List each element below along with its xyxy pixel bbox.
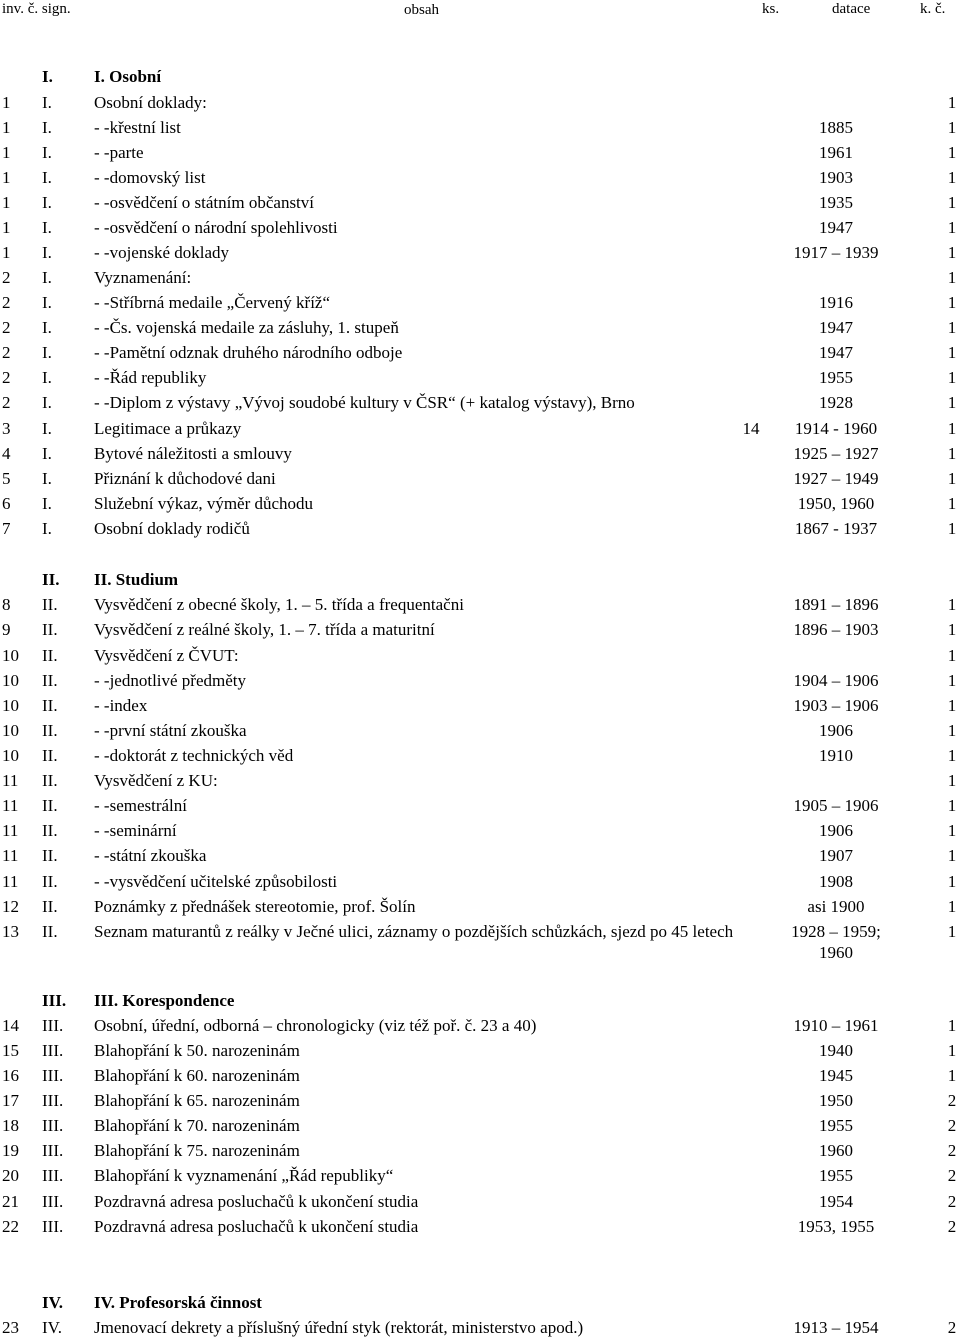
row-date: 1960: [819, 1141, 853, 1160]
row-number: 5: [2, 469, 11, 488]
row-signature: III.: [42, 1041, 64, 1060]
row-signature: II.: [42, 796, 58, 815]
row-count: 14: [742, 419, 760, 438]
row-number: 1: [2, 218, 11, 237]
row-content: Vysvědčení z obecné školy, 1. – 5. třída a frequentačni: [94, 595, 464, 614]
row-number: 2: [2, 293, 11, 312]
row-content: - -Čs. vojenská medaile za zásluhy, 1. stupeň: [94, 318, 399, 337]
row-content: - -Řád republiky: [94, 368, 207, 387]
row-content: Pozdravná adresa posluchačů k ukončení studia: [94, 1217, 419, 1236]
row-date: 1950: [819, 1091, 853, 1110]
row-signature: II.: [42, 570, 60, 589]
row-box-number: 1: [947, 143, 957, 162]
row-box-number: 1: [947, 897, 957, 916]
row-number: 1: [2, 193, 11, 212]
row-content: - -jednotlivé předměty: [94, 671, 247, 690]
row-signature: I.: [42, 368, 52, 387]
row-date: 1896 – 1903: [793, 620, 879, 639]
row-box-number: 1: [947, 93, 957, 112]
row-box-number: 1: [947, 1041, 957, 1060]
row-box-number: 1: [947, 494, 957, 513]
row-date: 1913 – 1954: [793, 1318, 879, 1337]
row-content: Vysvědčení z ČVUT:: [94, 646, 239, 665]
row-signature: I.: [42, 93, 52, 112]
row-content: - -Pamětní odznak druhého národního odboje: [94, 343, 403, 362]
row-content: Blahopřání k 60. narozeninám: [94, 1066, 300, 1085]
row-number: 1: [2, 93, 11, 112]
row-content: Vyznamenání:: [94, 268, 192, 287]
row-box-number: 2: [947, 1141, 957, 1160]
row-signature: I.: [42, 67, 53, 86]
row-content: III. Korespondence: [94, 991, 235, 1010]
row-date: 1910 – 1961: [793, 1016, 879, 1035]
row-signature: II.: [42, 646, 58, 665]
row-content: - -vysvědčení učitelské způsobilosti: [94, 872, 338, 891]
row-number: 2: [2, 318, 11, 337]
header-obsah: obsah: [404, 2, 439, 18]
row-content: - -index: [94, 696, 148, 715]
row-signature: II.: [42, 620, 58, 639]
row-number: 9: [2, 620, 11, 639]
row-signature: III.: [42, 1192, 64, 1211]
row-date: 1955: [819, 1116, 853, 1135]
row-signature: I.: [42, 469, 52, 488]
row-content: IV. Profesorská činnost: [94, 1293, 262, 1312]
row-number: 6: [2, 494, 11, 513]
row-signature: I.: [42, 494, 52, 513]
row-content: - -osvědčení o státním občanství: [94, 193, 315, 212]
row-number: 21: [2, 1192, 19, 1211]
row-number: 2: [2, 268, 11, 287]
row-box-number: 1: [947, 368, 957, 387]
row-number: 1: [2, 143, 11, 162]
row-number: 16: [2, 1066, 19, 1085]
row-date: 1903: [819, 168, 853, 187]
row-signature: II.: [42, 721, 58, 740]
row-box-number: 1: [947, 821, 957, 840]
row-content: Legitimace a průkazy: [94, 419, 242, 438]
header-inv-sign: inv. č. sign.: [2, 1, 71, 17]
row-number: 15: [2, 1041, 19, 1060]
row-box-number: 2: [947, 1116, 957, 1135]
row-number: 20: [2, 1166, 19, 1185]
row-content: - -vojenské doklady: [94, 243, 230, 262]
row-box-number: 1: [947, 1066, 957, 1085]
row-content: - -první státní zkouška: [94, 721, 247, 740]
row-signature: I.: [42, 218, 52, 237]
row-signature: I.: [42, 519, 52, 538]
row-box-number: 1: [947, 193, 957, 212]
row-content: Bytové náležitosti a smlouvy: [94, 444, 292, 463]
row-signature: III.: [42, 1091, 64, 1110]
row-signature: II.: [42, 922, 58, 941]
row-number: 18: [2, 1116, 19, 1135]
row-date: 1904 – 1906: [793, 671, 879, 690]
row-signature: I.: [42, 293, 52, 312]
row-box-number: 1: [947, 671, 957, 690]
row-number: 2: [2, 343, 11, 362]
row-signature: II.: [42, 595, 58, 614]
row-signature: I.: [42, 243, 52, 262]
column-header: [0, 0, 960, 24]
row-number: 10: [2, 646, 19, 665]
row-box-number: 1: [947, 721, 957, 740]
row-content: - -semestrální: [94, 796, 187, 815]
row-content: Blahopřání k vyznamenání „Řád republiky“: [94, 1166, 394, 1185]
row-signature: II.: [42, 897, 58, 916]
row-date: 1906: [819, 821, 853, 840]
row-date: 1908: [819, 872, 853, 891]
row-number: 1: [2, 118, 11, 137]
row-number: 11: [2, 846, 19, 865]
row-box-number: 1: [947, 243, 957, 262]
row-signature: III.: [42, 991, 67, 1010]
row-date: 1935: [819, 193, 853, 212]
row-signature: IV.: [42, 1318, 62, 1337]
row-signature: II.: [42, 696, 58, 715]
row-box-number: 2: [947, 1192, 957, 1211]
row-content: Blahopřání k 75. narozeninám: [94, 1141, 300, 1160]
row-signature: I.: [42, 193, 52, 212]
row-content: Osobní doklady:: [94, 93, 207, 112]
row-date: 1891 – 1896: [793, 595, 879, 614]
row-box-number: 1: [947, 118, 957, 137]
row-box-number: 1: [947, 343, 957, 362]
row-signature: III.: [42, 1166, 64, 1185]
row-signature: III.: [42, 1141, 64, 1160]
row-date: 1917 – 1939: [793, 243, 879, 262]
row-date: 1916: [819, 293, 853, 312]
row-content: Blahopřání k 50. narozeninám: [94, 1041, 300, 1060]
row-date: asi 1900: [807, 897, 865, 916]
row-content: - -Stříbrná medaile „Červený kříž“: [94, 293, 331, 312]
row-date: 1940: [819, 1041, 853, 1060]
row-box-number: 1: [947, 746, 957, 765]
row-signature: III.: [42, 1066, 64, 1085]
row-box-number: 1: [947, 872, 957, 891]
row-date: 1947: [819, 318, 853, 337]
row-box-number: 1: [947, 318, 957, 337]
row-signature: IV.: [42, 1293, 63, 1312]
row-date: 1945: [819, 1066, 853, 1085]
row-content: Osobní, úřední, odborná – chronologicky (viz též poř. č. 23 a 40): [94, 1016, 537, 1035]
row-signature: II.: [42, 821, 58, 840]
row-number: 23: [2, 1318, 19, 1337]
row-box-number: 1: [947, 293, 957, 312]
row-content: Blahopřání k 70. narozeninám: [94, 1116, 300, 1135]
row-date: 1928: [819, 393, 853, 412]
row-signature: II.: [42, 846, 58, 865]
row-signature: I.: [42, 419, 52, 438]
row-box-number: 1: [947, 846, 957, 865]
row-box-number: 1: [947, 519, 957, 538]
row-signature: III.: [42, 1217, 64, 1236]
row-number: 22: [2, 1217, 19, 1236]
row-box-number: 2: [947, 1166, 957, 1185]
row-date: 1954: [819, 1192, 853, 1211]
row-number: 17: [2, 1091, 19, 1110]
row-content: Služební výkaz, výměr důchodu: [94, 494, 314, 513]
row-content: Seznam maturantů z reálky v Ječné ulici, záznamy o pozdějších schůzkách, sjezd po 45 letech: [94, 922, 734, 941]
row-date: 1903 – 1906: [793, 696, 879, 715]
row-content: Blahopřání k 65. narozeninám: [94, 1091, 300, 1110]
row-content: I. Osobní: [94, 67, 162, 86]
row-number: 14: [2, 1016, 19, 1035]
row-box-number: 1: [947, 1016, 957, 1035]
row-number: 7: [2, 519, 11, 538]
row-content: - -osvědčení o národní spolehlivosti: [94, 218, 338, 237]
row-date: 1928 – 1959; 1960: [791, 922, 881, 962]
row-number: 1: [2, 243, 11, 262]
row-box-number: 1: [947, 268, 957, 287]
row-date: 1950, 1960: [797, 494, 875, 513]
row-box-number: 1: [947, 646, 957, 665]
row-content: - -doktorát z technických věd: [94, 746, 294, 765]
row-box-number: 2: [947, 1091, 957, 1110]
row-box-number: 1: [947, 796, 957, 815]
row-content: Pozdravná adresa posluchačů k ukončení studia: [94, 1192, 419, 1211]
row-date: 1947: [819, 218, 853, 237]
row-signature: II.: [42, 771, 58, 790]
row-number: 4: [2, 444, 11, 463]
row-number: 11: [2, 796, 19, 815]
row-number: 11: [2, 771, 19, 790]
row-box-number: 1: [947, 922, 957, 941]
row-number: 10: [2, 746, 19, 765]
row-signature: I.: [42, 444, 52, 463]
row-box-number: 1: [947, 444, 957, 463]
row-date: 1906: [819, 721, 853, 740]
row-signature: I.: [42, 168, 52, 187]
row-number: 12: [2, 897, 19, 916]
row-content: Jmenovací dekrety a příslušný úřední styk (rektorát, ministerstvo apod.): [94, 1318, 584, 1337]
row-date: 1925 – 1927: [793, 444, 879, 463]
row-signature: II.: [42, 872, 58, 891]
row-number: 2: [2, 368, 11, 387]
row-content: - -křestní list: [94, 118, 181, 137]
row-date: 1885: [819, 118, 853, 137]
row-box-number: 1: [947, 393, 957, 412]
row-content: Vysvědčení z reálné školy, 1. – 7. třída a maturitní: [94, 620, 435, 639]
row-content: - -domovský list: [94, 168, 206, 187]
row-number: 11: [2, 872, 19, 891]
row-content: II. Studium: [94, 570, 179, 589]
header-kc: k. č.: [920, 1, 946, 17]
row-number: 10: [2, 671, 19, 690]
row-date: 1953, 1955: [797, 1217, 875, 1236]
row-date: 1955: [819, 1166, 853, 1185]
row-number: 10: [2, 696, 19, 715]
row-date: 1867 - 1937: [794, 519, 878, 538]
row-number: 13: [2, 922, 19, 941]
row-signature: I.: [42, 268, 52, 287]
row-number: 19: [2, 1141, 19, 1160]
row-content: Poznámky z přednášek stereotomie, prof. Šolín: [94, 897, 416, 916]
header-ks: ks.: [762, 1, 780, 17]
row-date: 1907: [819, 846, 853, 865]
row-content: - -seminární: [94, 821, 177, 840]
row-box-number: 1: [947, 469, 957, 488]
row-box-number: 1: [947, 218, 957, 237]
row-signature: III.: [42, 1116, 64, 1135]
row-date: 1955: [819, 368, 853, 387]
row-date: 1947: [819, 343, 853, 362]
row-content: Vysvědčení z KU:: [94, 771, 218, 790]
row-number: 1: [2, 168, 11, 187]
row-number: 3: [2, 419, 11, 438]
row-box-number: 2: [947, 1217, 957, 1236]
row-number: 10: [2, 721, 19, 740]
row-number: 11: [2, 821, 19, 840]
row-date: 1905 – 1906: [793, 796, 879, 815]
row-content: - -státní zkouška: [94, 846, 207, 865]
row-signature: I.: [42, 343, 52, 362]
row-content: Osobní doklady rodičů: [94, 519, 250, 538]
row-signature: I.: [42, 318, 52, 337]
row-signature: II.: [42, 746, 58, 765]
row-signature: III.: [42, 1016, 64, 1035]
row-box-number: 1: [947, 168, 957, 187]
row-signature: I.: [42, 143, 52, 162]
row-content: - -parte: [94, 143, 144, 162]
row-box-number: 2: [947, 1318, 957, 1337]
row-number: 2: [2, 393, 11, 412]
row-date: 1914 - 1960: [794, 419, 878, 438]
row-signature: II.: [42, 671, 58, 690]
row-box-number: 1: [947, 771, 957, 790]
row-box-number: 1: [947, 696, 957, 715]
row-box-number: 1: [947, 419, 957, 438]
row-signature: I.: [42, 118, 52, 137]
row-date: 1910: [819, 746, 853, 765]
row-box-number: 1: [947, 620, 957, 639]
row-date: 1927 – 1949: [793, 469, 879, 488]
row-content: - -Diplom z výstavy „Vývoj soudobé kultury v ČSR“ (+ katalog výstavy), Brno: [94, 393, 635, 412]
row-box-number: 1: [947, 595, 957, 614]
row-content: Přiznání k důchodové dani: [94, 469, 276, 488]
row-number: 8: [2, 595, 11, 614]
row-signature: I.: [42, 393, 52, 412]
row-date: 1961: [819, 143, 853, 162]
header-datace: datace: [832, 1, 871, 17]
